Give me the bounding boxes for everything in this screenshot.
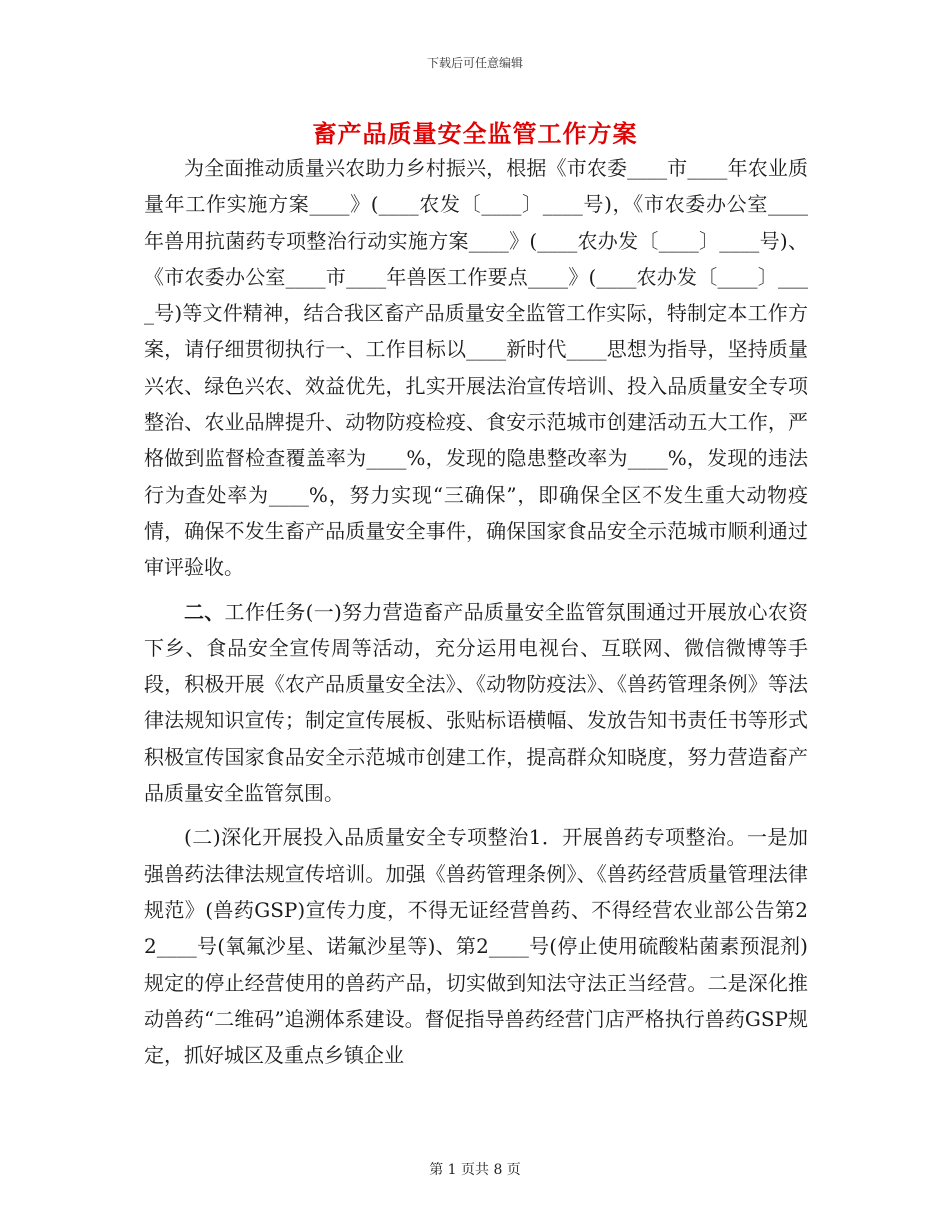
- paragraph-1-text: 为全面推动质量兴农助力乡村振兴，根据《市农委____市____年农业质量年工作实施方案____》(____农发〔____〕____号)，《市农委办公室____年兽用抗菌药专项整治行动实施方案____》(____农办发〔____〕____号)、《市农委办公室____市____年兽医工作要点____》(____农办发〔____〕____号)等文件精神，结合我区畜产品质量安全监管工作实际，特制定本工作方案，请仔细贯彻执行一、工作目标以____新时代____思想为指导，坚持质量兴农、绿色兴农、效益优先，扎实开展法治宣传培训、投入品质量安全专项整治、农业品牌提升、动物防疫检疫、食安示范城市创建活动五大工作，严格做到监督检查覆盖率为____%，发现的隐患整改率为____%，发现的违法行为查处率为____%，努力实现“三确保”，即确保全区不发生重大动物疫情，确保不发生畜产品质量安全事件，确保国家食品安全示范城市顺利通过审评验收。: [144, 156, 808, 580]
- paragraph-2-text: 工作任务(一)努力营造畜产品质量安全监管氛围通过开展放心农资下乡、食品安全宣传周等活动，充分运用电视台、互联网、微信微博等手段，积极开展《农产品质量安全法》、《动物防疫法》、《兽药管理条例》等法律法规知识宣传；制定宣传展板、张贴标语横幅、发放告知书责任书等形式积极宣传国家食品安全示范城市创建工作，提高群众知晓度，努力营造畜产品质量安全监管氛围。: [144, 599, 809, 806]
- paragraph-3: [144, 819, 808, 1073]
- page-number-footer: 第 1 页共 8 页: [429, 1162, 521, 1178]
- document-title: 畜产品质量安全监管工作方案: [312, 119, 638, 148]
- paragraph-2: [144, 594, 808, 812]
- paragraph-1: [144, 150, 808, 586]
- document-body: [144, 150, 808, 1073]
- paragraph-3-text: (二)深化开展投入品质量安全专项整治1．开展兽药专项整治。一是加强兽药法律法规宣传培训。加强《兽药管理条例》、《兽药经营质量管理法律规范》(兽药GSP)宣传力度，不得无证经营兽药、不得经营农业部公告第22____号(氧氟沙星、诺氟沙星等)、第2____号(停止使用硫酸粘菌素预混剂)规定的停止经营使用的兽药产品，切实做到知法守法正当经营。二是深化推动兽药“二维码”追溯体系建设。督促指导兽药经营门店严格执行兽药GSP规定，抓好城区及重点乡镇企业: [144, 825, 808, 1068]
- header-note: 下载后可任意编辑: [426, 56, 523, 70]
- section-heading-2: 二、: [184, 599, 225, 624]
